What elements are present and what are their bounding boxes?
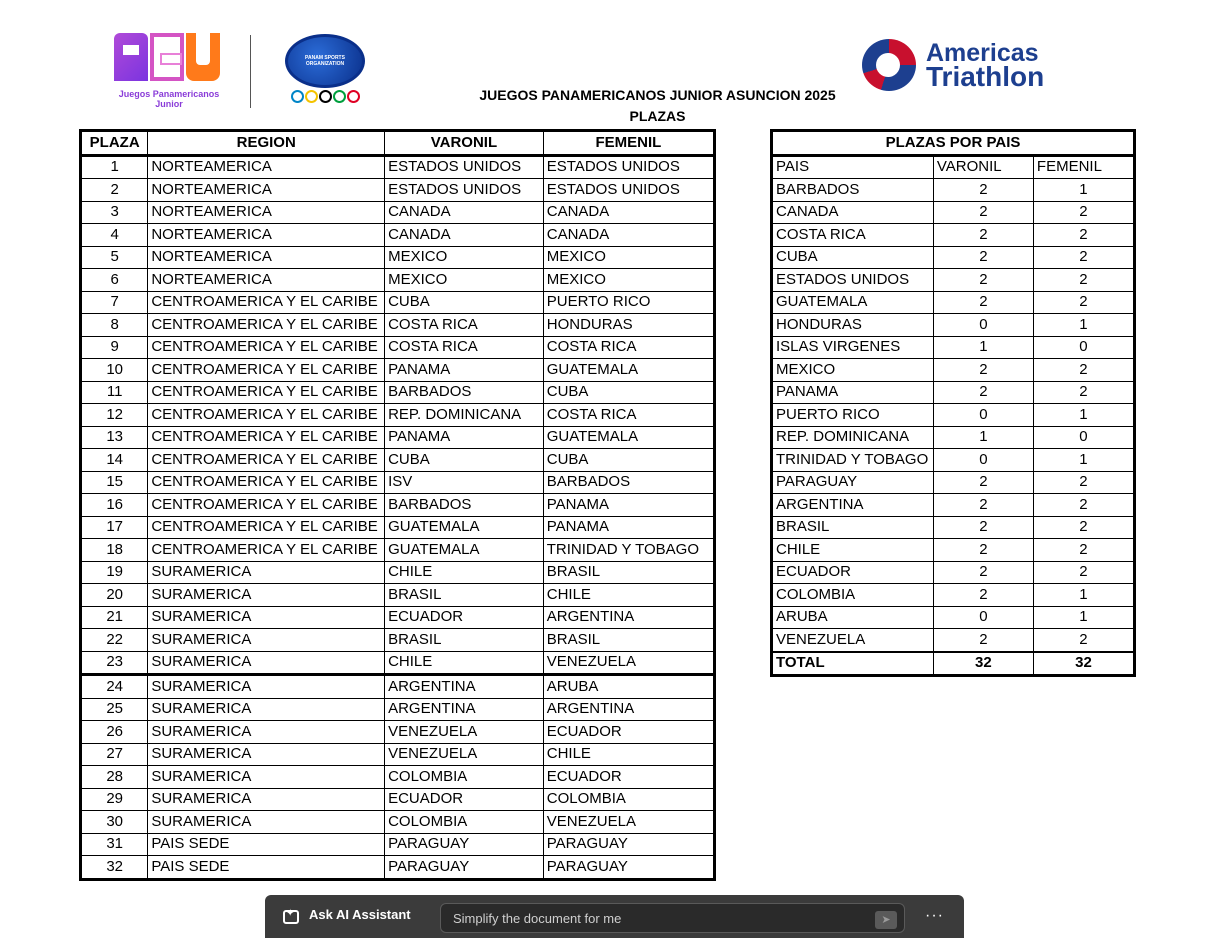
cell-varonil: COLOMBIA [385,811,544,834]
cell-region: SURAMERICA [148,698,385,721]
cell-varonil: COLOMBIA [385,766,544,789]
cell-region: SURAMERICA [148,651,385,675]
cell-varonil: ISV [385,471,544,494]
cell-varonil: 1 [933,336,1033,359]
asu-caption [114,89,224,109]
cell-femenil: ARGENTINA [543,698,714,721]
cell-femenil: PARAGUAY [543,856,714,880]
total-varonil: 32 [933,652,1033,676]
cell-femenil: 0 [1033,336,1134,359]
cell-varonil: ECUADOR [385,606,544,629]
olympic-ring [333,90,346,103]
cell-pais: PUERTO RICO [772,404,934,427]
more-dots-icon[interactable]: ··· [925,907,944,924]
table-row [81,766,715,789]
table-row [81,516,715,539]
cell-femenil: ESTADOS UNIDOS [543,179,714,202]
plazas-table-body [81,155,715,879]
cell-region: NORTEAMERICA [148,201,385,224]
table-row [772,471,1135,494]
table-row [81,494,715,517]
header-pais: PAIS [772,155,934,179]
cell-femenil: 1 [1033,584,1134,607]
cell-region: CENTROAMERICA Y EL CARIBE [148,516,385,539]
send-arrow-icon[interactable]: ➤ [875,911,897,929]
cell-pais: CUBA [772,246,934,269]
cell-plaza: 22 [81,629,148,652]
cell-plaza: 28 [81,766,148,789]
table-row [772,606,1135,629]
cell-region: SURAMERICA [148,675,385,699]
cell-region: CENTROAMERICA Y EL CARIBE [148,494,385,517]
cell-plaza: 2 [81,179,148,202]
cell-pais: ECUADOR [772,561,934,584]
cell-varonil: 2 [933,516,1033,539]
cell-varonil: 2 [933,494,1033,517]
cell-pais: ISLAS VIRGENES [772,336,934,359]
cell-varonil: MEXICO [385,269,544,292]
table-row [772,516,1135,539]
table-row [81,404,715,427]
cell-pais: ESTADOS UNIDOS [772,269,934,292]
cell-plaza: 24 [81,675,148,699]
cell-femenil: PUERTO RICO [543,291,714,314]
ai-assistant-icon[interactable] [283,910,299,924]
table-row [81,291,715,314]
table-row [81,381,715,404]
cell-femenil: 1 [1033,179,1134,202]
cell-varonil: CHILE [385,561,544,584]
cell-varonil: ARGENTINA [385,698,544,721]
cell-plaza: 5 [81,246,148,269]
cell-plaza: 7 [81,291,148,314]
cell-varonil: COSTA RICA [385,336,544,359]
table-row [772,426,1135,449]
cell-femenil: CANADA [543,224,714,247]
table-row [81,426,715,449]
table-row [81,359,715,382]
cell-region: SURAMERICA [148,606,385,629]
cell-varonil: CUBA [385,449,544,472]
asu-caption-line2: Junior [155,99,183,109]
cell-pais: CANADA [772,201,934,224]
cell-plaza: 11 [81,381,148,404]
cell-region: PAIS SEDE [148,833,385,856]
cell-region: SURAMERICA [148,766,385,789]
logo-divider [250,35,251,108]
cell-varonil: 2 [933,269,1033,292]
cell-varonil: PARAGUAY [385,833,544,856]
americas-triathlon-logo [862,36,1077,94]
cell-pais: PANAMA [772,381,934,404]
cell-femenil: 2 [1033,561,1134,584]
cell-varonil: 0 [933,449,1033,472]
table-row [772,561,1135,584]
table-row [81,336,715,359]
cell-femenil: 2 [1033,269,1134,292]
cell-varonil: 2 [933,179,1033,202]
cell-region: NORTEAMERICA [148,269,385,292]
plazas-table [79,129,716,881]
cell-varonil: ARGENTINA [385,675,544,699]
cell-pais: REP. DOMINICANA [772,426,934,449]
cell-femenil: ARUBA [543,675,714,699]
at-logo-line2: Triathlon [926,61,1045,92]
table-row [772,336,1135,359]
cell-pais: VENEZUELA [772,629,934,652]
cell-region: NORTEAMERICA [148,246,385,269]
total-row [772,652,1135,676]
table-row [81,788,715,811]
table-row [81,246,715,269]
olympic-rings-icon [282,90,368,103]
cell-plaza: 20 [81,584,148,607]
cell-femenil: CUBA [543,449,714,472]
table-row [81,179,715,202]
cell-plaza: 30 [81,811,148,834]
cell-plaza: 26 [81,721,148,744]
cell-region: CENTROAMERICA Y EL CARIBE [148,539,385,562]
cell-pais: BRASIL [772,516,934,539]
cell-femenil: PANAMA [543,516,714,539]
cell-varonil: BARBADOS [385,494,544,517]
cell-plaza: 12 [81,404,148,427]
cell-region: CENTROAMERICA Y EL CARIBE [148,449,385,472]
cell-femenil: 2 [1033,359,1134,382]
header-varonil: VARONIL [385,131,544,156]
cell-plaza: 3 [81,201,148,224]
cell-varonil: 2 [933,584,1033,607]
cell-varonil: GUATEMALA [385,516,544,539]
total-label: TOTAL [772,652,934,676]
table-row [81,224,715,247]
table-row [81,651,715,675]
cell-femenil: ECUADOR [543,766,714,789]
cell-region: CENTROAMERICA Y EL CARIBE [148,359,385,382]
ai-assistant-bar [265,895,964,938]
cell-varonil: ESTADOS UNIDOS [385,155,544,179]
cell-femenil: 2 [1033,381,1134,404]
country-table-body [772,179,1135,652]
cell-varonil: BRASIL [385,629,544,652]
cell-varonil: 2 [933,629,1033,652]
cell-plaza: 23 [81,651,148,675]
header-region: REGION [148,131,385,156]
cell-femenil: COSTA RICA [543,336,714,359]
cell-femenil: COLOMBIA [543,788,714,811]
table-row [81,698,715,721]
cell-varonil: COSTA RICA [385,314,544,337]
cell-pais: HONDURAS [772,314,934,337]
cell-femenil: 1 [1033,449,1134,472]
cell-varonil: 0 [933,404,1033,427]
cell-varonil: 2 [933,381,1033,404]
document-title: JUEGOS PANAMERICANOS JUNIOR ASUNCION 2025 [479,87,836,103]
cell-pais: CHILE [772,539,934,562]
table-row [81,269,715,292]
cell-plaza: 29 [81,788,148,811]
cell-varonil: ECUADOR [385,788,544,811]
asu-letter-a [114,33,148,81]
cell-femenil: 1 [1033,606,1134,629]
cell-region: SURAMERICA [148,788,385,811]
cell-plaza: 19 [81,561,148,584]
cell-varonil: BARBADOS [385,381,544,404]
asu-letter-s [150,33,184,81]
table-row [772,246,1135,269]
table-row [772,201,1135,224]
table-row [772,314,1135,337]
cell-femenil: 0 [1033,426,1134,449]
cell-region: NORTEAMERICA [148,155,385,179]
cell-pais: ARGENTINA [772,494,934,517]
cell-plaza: 8 [81,314,148,337]
cell-plaza: 18 [81,539,148,562]
table-row [81,606,715,629]
cell-femenil: BRASIL [543,629,714,652]
cell-pais: BARBADOS [772,179,934,202]
cell-plaza: 9 [81,336,148,359]
asu-caption-line1: Juegos Panamericanos [118,89,220,99]
cell-femenil: MEXICO [543,246,714,269]
olympic-ring [291,90,304,103]
cell-varonil: GUATEMALA [385,539,544,562]
header-femenil: FEMENIL [1033,155,1134,179]
cell-varonil: VENEZUELA [385,743,544,766]
cell-varonil: 2 [933,539,1033,562]
cell-region: NORTEAMERICA [148,224,385,247]
table-row [81,833,715,856]
cell-plaza: 4 [81,224,148,247]
cell-varonil: 2 [933,224,1033,247]
cell-varonil: VENEZUELA [385,721,544,744]
table-row [81,743,715,766]
cell-varonil: 1 [933,426,1033,449]
cell-region: CENTROAMERICA Y EL CARIBE [148,336,385,359]
cell-plaza: 21 [81,606,148,629]
cell-femenil: HONDURAS [543,314,714,337]
cell-varonil: 0 [933,606,1033,629]
cell-pais: PARAGUAY [772,471,934,494]
country-table-caption: PLAZAS POR PAIS [772,131,1135,156]
table-row [772,404,1135,427]
cell-femenil: 2 [1033,246,1134,269]
cell-plaza: 15 [81,471,148,494]
table-row [81,449,715,472]
cell-varonil: CHILE [385,651,544,675]
cell-femenil: BRASIL [543,561,714,584]
cell-plaza: 13 [81,426,148,449]
cell-femenil: GUATEMALA [543,426,714,449]
cell-varonil: MEXICO [385,246,544,269]
cell-region: CENTROAMERICA Y EL CARIBE [148,471,385,494]
cell-femenil: CHILE [543,584,714,607]
table-row [772,224,1135,247]
cell-region: SURAMERICA [148,584,385,607]
table-row [772,179,1135,202]
plazas-table-header [81,131,715,156]
table-row [81,811,715,834]
cell-femenil: PANAMA [543,494,714,517]
cell-region: CENTROAMERICA Y EL CARIBE [148,291,385,314]
table-row [772,494,1135,517]
cell-pais: COSTA RICA [772,224,934,247]
cell-region: CENTROAMERICA Y EL CARIBE [148,314,385,337]
cell-plaza: 27 [81,743,148,766]
cell-femenil: 1 [1033,404,1134,427]
cell-varonil: PANAMA [385,426,544,449]
cell-region: SURAMERICA [148,561,385,584]
cell-femenil: CUBA [543,381,714,404]
cell-varonil: REP. DOMINICANA [385,404,544,427]
cell-femenil: VENEZUELA [543,811,714,834]
table-row [772,359,1135,382]
cell-femenil: ECUADOR [543,721,714,744]
cell-region: NORTEAMERICA [148,179,385,202]
cell-femenil: TRINIDAD Y TOBAGO [543,539,714,562]
table-row [81,721,715,744]
asu-letter-u [186,33,220,81]
cell-femenil: 2 [1033,516,1134,539]
cell-varonil: 2 [933,471,1033,494]
cell-femenil: GUATEMALA [543,359,714,382]
table-row [81,629,715,652]
table-row [772,449,1135,472]
header-varonil: VARONIL [933,155,1033,179]
cell-pais: MEXICO [772,359,934,382]
asu-logo [114,33,224,109]
table-row [772,269,1135,292]
cell-femenil: COSTA RICA [543,404,714,427]
cell-varonil: ESTADOS UNIDOS [385,179,544,202]
table-row [81,314,715,337]
cell-femenil: 2 [1033,629,1134,652]
plazas-por-pais-table [770,129,1136,677]
table-row [81,539,715,562]
cell-plaza: 32 [81,856,148,880]
cell-region: SURAMERICA [148,811,385,834]
table-row [772,381,1135,404]
cell-pais: GUATEMALA [772,291,934,314]
olympic-ring [319,90,332,103]
table-row [81,675,715,699]
cell-femenil: 1 [1033,314,1134,337]
cell-femenil: BARBADOS [543,471,714,494]
cell-plaza: 14 [81,449,148,472]
table-row [81,471,715,494]
cell-femenil: 2 [1033,539,1134,562]
table-row [772,291,1135,314]
table-row [772,584,1135,607]
cell-pais: TRINIDAD Y TOBAGO [772,449,934,472]
country-table-caption-row [772,131,1135,156]
cell-varonil: 2 [933,246,1033,269]
header-femenil: FEMENIL [543,131,714,156]
cell-femenil: ESTADOS UNIDOS [543,155,714,179]
cell-plaza: 25 [81,698,148,721]
cell-plaza: 31 [81,833,148,856]
cell-pais: COLOMBIA [772,584,934,607]
cell-femenil: 2 [1033,224,1134,247]
cell-plaza: 1 [81,155,148,179]
cell-varonil: CUBA [385,291,544,314]
cell-varonil: CANADA [385,201,544,224]
table-row [81,201,715,224]
cell-femenil: MEXICO [543,269,714,292]
cell-varonil: 2 [933,291,1033,314]
header-plaza: PLAZA [81,131,148,156]
document-subtitle: PLAZAS [629,108,686,124]
table-row [772,539,1135,562]
cell-plaza: 6 [81,269,148,292]
table-row [81,155,715,179]
olympic-ring [347,90,360,103]
cell-varonil: PANAMA [385,359,544,382]
cell-femenil: VENEZUELA [543,651,714,675]
cell-femenil: 2 [1033,291,1134,314]
country-table-header [772,155,1135,179]
table-row [772,629,1135,652]
cell-varonil: BRASIL [385,584,544,607]
cell-region: CENTROAMERICA Y EL CARIBE [148,404,385,427]
cell-varonil: 0 [933,314,1033,337]
cell-region: PAIS SEDE [148,856,385,880]
panam-text: PANAM SPORTS ORGANIZATION [305,55,345,67]
cell-region: SURAMERICA [148,629,385,652]
cell-region: CENTROAMERICA Y EL CARIBE [148,426,385,449]
cell-femenil: 2 [1033,471,1134,494]
panam-globe-icon [285,34,365,88]
cell-femenil: CHILE [543,743,714,766]
table-row [81,561,715,584]
cell-plaza: 17 [81,516,148,539]
olympic-ring [305,90,318,103]
table-row [81,584,715,607]
cell-varonil: 2 [933,201,1033,224]
cell-varonil: CANADA [385,224,544,247]
americas-triathlon-mark-icon [862,39,916,91]
cell-pais: ARUBA [772,606,934,629]
at-logo-line1: Americas [926,39,1039,67]
cell-region: CENTROAMERICA Y EL CARIBE [148,381,385,404]
panam-sports-logo [282,34,368,110]
cell-femenil: CANADA [543,201,714,224]
cell-femenil: ARGENTINA [543,606,714,629]
ai-prompt-input[interactable] [440,903,905,933]
cell-varonil: 2 [933,359,1033,382]
cell-region: SURAMERICA [148,743,385,766]
cell-femenil: PARAGUAY [543,833,714,856]
cell-femenil: 2 [1033,201,1134,224]
cell-femenil: 2 [1033,494,1134,517]
total-femenil: 32 [1033,652,1134,676]
cell-varonil: PARAGUAY [385,856,544,880]
cell-plaza: 10 [81,359,148,382]
cell-region: SURAMERICA [148,721,385,744]
cell-plaza: 16 [81,494,148,517]
ask-ai-assistant-button[interactable]: Ask AI Assistant [309,907,411,922]
table-row [81,856,715,880]
cell-varonil: 2 [933,561,1033,584]
